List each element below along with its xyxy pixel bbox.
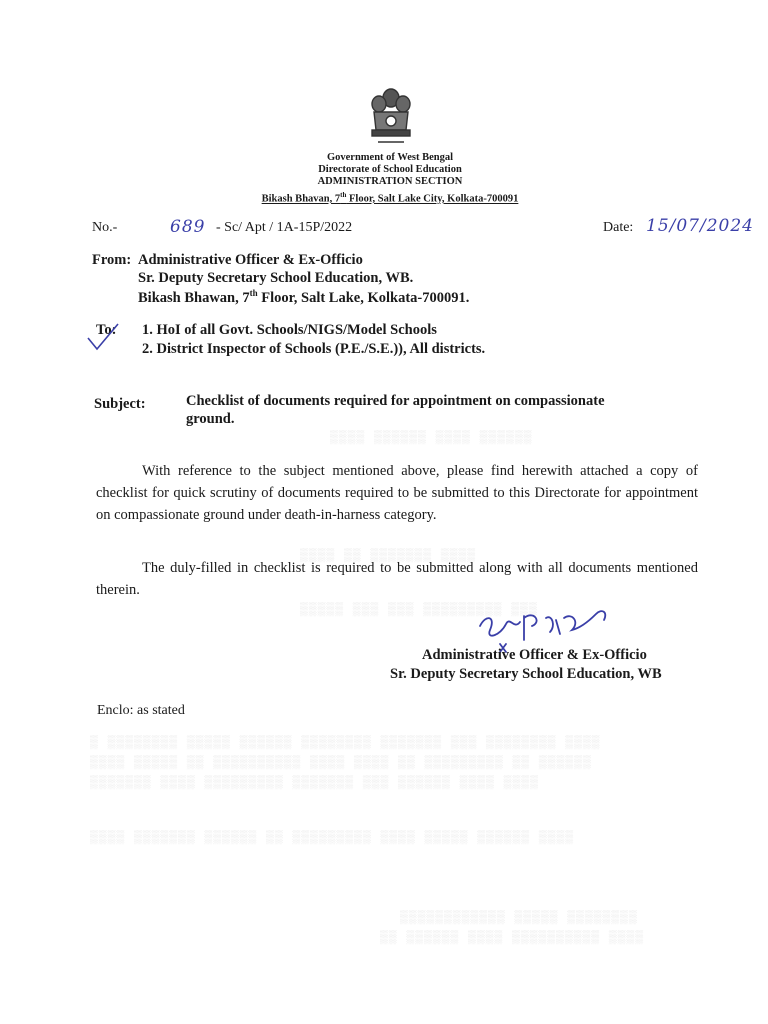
date-label: Date:	[603, 220, 634, 235]
body-paragraph-1-text: With reference to the subject mentioned above, please find herewith attached a copy of checklist for quick scrutiny of documents required to be submitted to this Directorate for appointment on compassionate ground under death-in-harness category.	[96, 463, 698, 523]
from-line-3	[138, 288, 469, 307]
header-address	[230, 189, 550, 206]
body-paragraph-1	[96, 460, 698, 526]
header-government: Government of West Bengal	[326, 152, 454, 163]
signatory-title: Sr. Deputy Secretary School Education, WB	[390, 666, 662, 682]
bleed-through-text: ▒▒ ▒▒▒▒▒▒ ▒▒▒▒ ▒▒▒▒▒▒▒▒▒▒ ▒▒▒▒	[380, 930, 645, 945]
bleed-through-text: ▒▒▒▒▒▒▒▒▒▒▒▒ ▒▒▒▒▒ ▒▒▒▒▒▒▒▒	[400, 910, 638, 925]
bleed-through-text: ▒▒▒▒ ▒▒▒▒▒ ▒▒ ▒▒▒▒▒▒▒▒▒▒ ▒▒▒▒ ▒▒▒▒ ▒▒ ▒▒▒▒▒▒▒▒▒ ▒▒ ▒▒▒▒▒▒	[90, 755, 592, 770]
state-emblem-icon	[366, 84, 416, 150]
memo-no-handwritten: 689	[170, 217, 206, 237]
subject-label: Subject:	[94, 396, 146, 412]
date-handwritten: 15/07/2024	[646, 216, 754, 236]
bleed-through-text: ▒ ▒▒▒▒▒▒▒▒ ▒▒▒▒▒ ▒▒▒▒▒▒ ▒▒▒▒▒▒▒▒ ▒▒▒▒▒▒▒ ▒▒▒ ▒▒▒▒▒▒▒▒ ▒▒▒▒	[90, 735, 601, 750]
bleed-through-text: ▒▒▒▒ ▒▒▒▒▒▒▒ ▒▒▒▒▒▒ ▒▒ ▒▒▒▒▒▒▒▒▒ ▒▒▒▒ ▒▒▒▒▒ ▒▒▒▒▒▒ ▒▒▒▒	[90, 830, 575, 845]
subject-line-1: Checklist of documents required for appointment on compassionate	[186, 393, 605, 409]
to-item-2: 2. District Inspector of Schools (P.E./S.E.)), All districts.	[142, 341, 486, 357]
header-section: ADMINISTRATION SECTION	[317, 176, 463, 187]
bleed-through-text: ▒▒▒▒▒ ▒▒▒ ▒▒▒ ▒▒▒▒▒▒▒▒▒ ▒▒▒	[300, 602, 538, 617]
checkmark-icon	[86, 322, 120, 352]
header-address-part: Floor, Salt Lake City, Kolkata-700091	[346, 193, 519, 205]
bleed-through-text: ▒▒▒▒▒▒▒ ▒▒▒▒ ▒▒▒▒▒▒▒▒▒ ▒▒▒▒▒▒▒ ▒▒▒ ▒▒▒▒▒▒ ▒▒▒▒ ▒▒▒▒	[90, 775, 539, 790]
to-item-1: 1. HoI of all Govt. Schools/NIGS/Model Schools	[142, 322, 437, 338]
body-paragraph-2	[96, 557, 698, 601]
from-line-3-sup: th	[249, 288, 258, 298]
body-paragraph-2-text: The duly-filled in checklist is required to be submitted along with all documents mentioned therein.	[96, 560, 698, 598]
to-label: To:	[96, 322, 117, 338]
from-line-1: Administrative Officer & Ex-Officio	[138, 252, 363, 268]
memo-reference: - Sc/ Apt / 1A-15P/2022	[216, 220, 353, 235]
from-line-3-part: Bikash Bhawan, 7	[138, 289, 250, 306]
memo-no-label: No.-	[92, 220, 118, 235]
header-directorate: Directorate of School Education	[318, 164, 462, 175]
subject-line-2: ground.	[186, 411, 235, 427]
enclosure-note: Enclo: as stated	[97, 703, 185, 718]
from-line-2: Sr. Deputy Secretary School Education, WB.	[138, 270, 414, 286]
from-line-3-part: Floor, Salt Lake, Kolkata-700091.	[257, 289, 470, 306]
bleed-through-text: ▒▒▒▒ ▒▒▒▒▒▒ ▒▒▒▒ ▒▒▒▒▒▒	[330, 430, 533, 445]
from-label: From:	[92, 252, 132, 268]
bleed-through-text: ▒▒▒▒ ▒▒ ▒▒▒▒▒▒▒ ▒▒▒▒	[300, 548, 477, 563]
signatory-designation: Administrative Officer & Ex-Officio	[422, 647, 647, 663]
header-address-sup: th	[340, 191, 347, 199]
header-address-part: Bikash Bhavan, 7	[261, 193, 341, 205]
